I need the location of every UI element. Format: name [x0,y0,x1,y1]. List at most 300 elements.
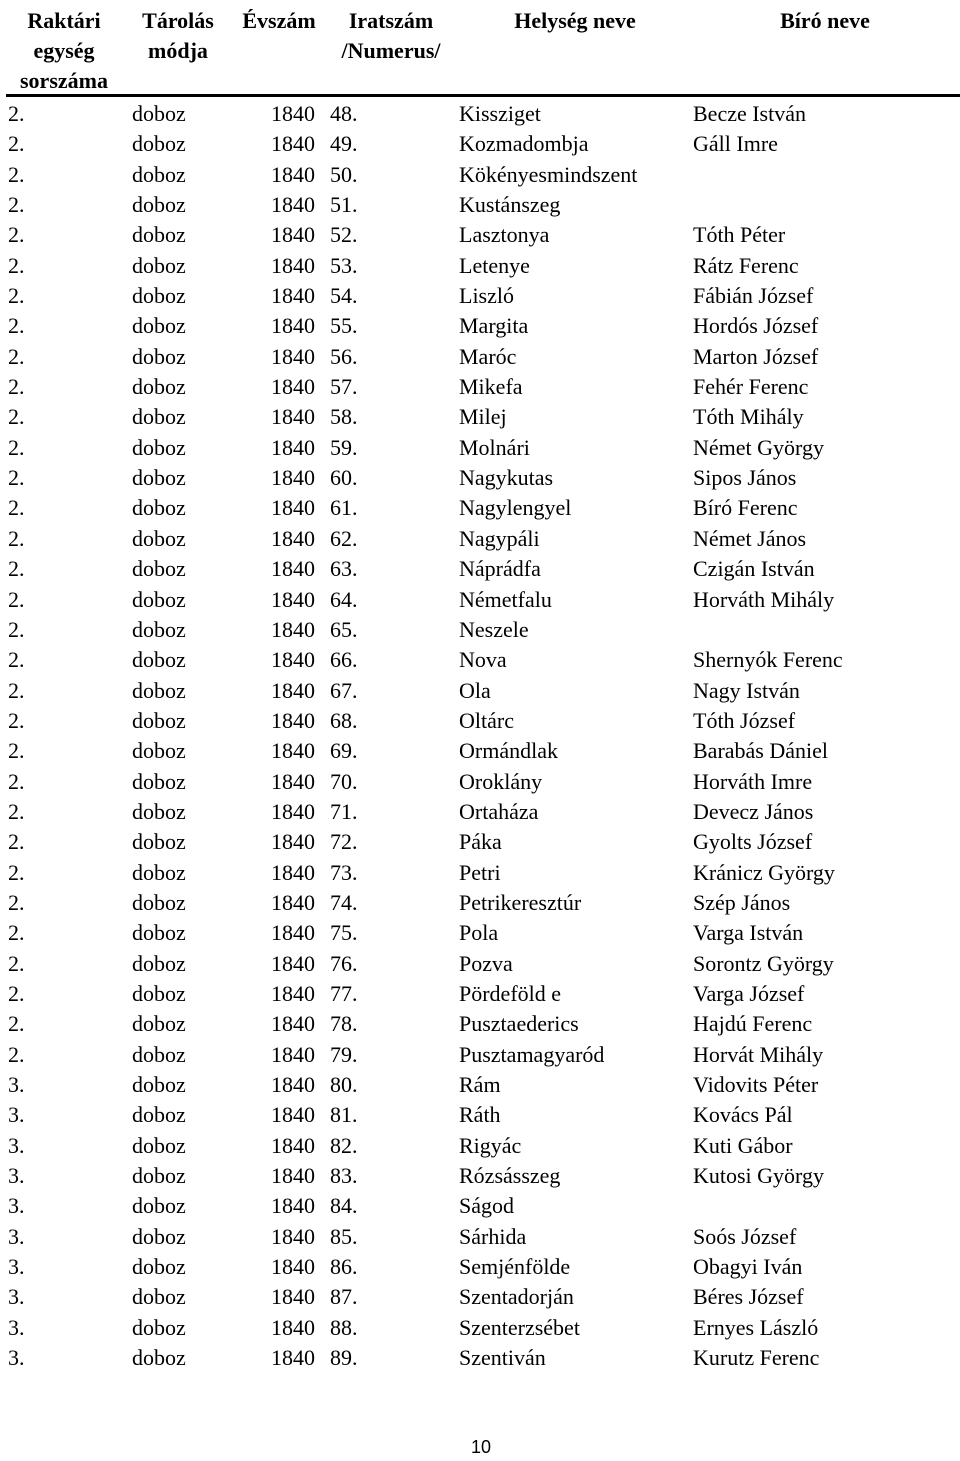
table-row [0,1222,960,1252]
cell-document-number: 60. [330,465,358,491]
cell-document-number: 66. [330,647,358,673]
table-row [0,433,960,463]
cell-storage-method: doboz [132,677,186,703]
header-judge-name-line: Bíró neve [780,8,870,33]
table-row [0,615,960,645]
cell-judge-name: Nagy István [693,677,800,703]
table-row [0,888,960,918]
table-row [0,1161,960,1191]
cell-document-number: 62. [330,525,358,551]
table-row [0,251,960,281]
cell-judge-name: Szép János [693,889,791,915]
cell-settlement-name: Maróc [459,343,517,369]
cell-storage-method: doboz [132,1345,186,1371]
cell-storage-method: doboz [132,1163,186,1189]
cell-year: 1840 [271,677,315,703]
cell-year: 1840 [271,768,315,794]
cell-document-number: 54. [330,283,358,309]
cell-storage-method: doboz [132,950,186,976]
cell-year: 1840 [271,222,315,248]
header-year [234,6,324,36]
table-body [0,99,960,1373]
cell-settlement-name: Németfalu [459,586,552,612]
table-row [0,311,960,341]
cell-document-number: 69. [330,738,358,764]
cell-unit-number: 2. [8,1011,25,1037]
cell-year: 1840 [271,161,315,187]
cell-settlement-name: Pola [459,920,499,946]
cell-year: 1840 [271,950,315,976]
cell-storage-method: doboz [132,647,186,673]
cell-settlement-name: Pusztaederics [459,1011,579,1037]
cell-storage-method: doboz [132,465,186,491]
cell-document-number: 81. [330,1102,358,1128]
cell-document-number: 50. [330,161,358,187]
cell-document-number: 59. [330,434,358,460]
cell-settlement-name: Margita [459,313,529,339]
cell-document-number: 79. [330,1041,358,1067]
cell-unit-number: 2. [8,434,25,460]
cell-judge-name: Német János [693,525,807,551]
cell-year: 1840 [271,1041,315,1067]
cell-unit-number: 2. [8,1041,25,1067]
cell-settlement-name: Lasztonya [459,222,550,248]
cell-storage-method: doboz [132,404,186,430]
cell-settlement-name: Nagylengyel [459,495,572,521]
cell-judge-name: Gyolts József [693,829,813,855]
cell-document-number: 82. [330,1132,358,1158]
cell-document-number: 56. [330,343,358,369]
cell-judge-name: Marton József [693,343,819,369]
table-row [0,1282,960,1312]
cell-unit-number: 3. [8,1132,25,1158]
table-row [0,463,960,493]
cell-year: 1840 [271,859,315,885]
cell-settlement-name: Petri [459,859,501,885]
cell-settlement-name: Kissziget [459,101,541,126]
cell-unit-number: 3. [8,1254,25,1280]
cell-year: 1840 [271,343,315,369]
table-row [0,190,960,220]
cell-year: 1840 [271,980,315,1006]
header-storage-unit-number [8,6,120,96]
cell-settlement-name: Szenterzsébet [459,1314,580,1340]
cell-unit-number: 3. [8,1314,25,1340]
cell-unit-number: 2. [8,829,25,855]
cell-judge-name: Bíró Ferenc [693,495,798,521]
cell-storage-method: doboz [132,1314,186,1340]
cell-settlement-name: Rózsásszeg [459,1163,561,1189]
cell-unit-number: 3. [8,1163,25,1189]
cell-settlement-name: Semjénfölde [459,1254,571,1280]
cell-judge-name: Ernyes László [693,1314,819,1340]
cell-unit-number: 2. [8,161,25,187]
cell-document-number: 83. [330,1163,358,1189]
cell-year: 1840 [271,404,315,430]
table-row [0,949,960,979]
cell-judge-name: Gáll Imre [693,131,778,157]
cell-storage-method: doboz [132,859,186,885]
table-header [0,0,960,96]
cell-document-number: 51. [330,192,358,218]
table-row [0,1191,960,1221]
cell-year: 1840 [271,101,315,126]
cell-document-number: 65. [330,616,358,642]
cell-document-number: 76. [330,950,358,976]
cell-storage-method: doboz [132,1284,186,1310]
cell-storage-method: doboz [132,374,186,400]
cell-settlement-name: Ortaháza [459,798,539,824]
cell-unit-number: 2. [8,768,25,794]
cell-unit-number: 2. [8,222,25,248]
cell-unit-number: 2. [8,283,25,309]
cell-year: 1840 [271,889,315,915]
cell-storage-method: doboz [132,1223,186,1249]
table-row [0,1070,960,1100]
cell-settlement-name: Milej [459,404,507,430]
cell-document-number: 77. [330,980,358,1006]
cell-judge-name: Devecz János [693,798,814,824]
table-row [0,858,960,888]
cell-storage-method: doboz [132,161,186,187]
table-row [0,918,960,948]
cell-judge-name: Vidovits Péter [693,1072,819,1097]
cell-unit-number: 2. [8,404,25,430]
cell-year: 1840 [271,829,315,855]
cell-settlement-name: Ráth [459,1102,501,1128]
cell-storage-method: doboz [132,980,186,1006]
cell-settlement-name: Ola [459,677,491,703]
cell-unit-number: 3. [8,1345,25,1371]
cell-unit-number: 3. [8,1284,25,1310]
cell-judge-name: Soós József [693,1223,797,1249]
table-row [0,99,960,129]
cell-storage-method: doboz [132,798,186,824]
cell-storage-method: doboz [132,434,186,460]
cell-judge-name: Német György [693,434,824,460]
cell-settlement-name: Szentiván [459,1345,546,1371]
table-row [0,220,960,250]
cell-year: 1840 [271,434,315,460]
cell-judge-name: Rátz Ferenc [693,252,799,278]
cell-settlement-name: Páka [459,829,502,855]
cell-settlement-name: Sárhida [459,1223,527,1249]
cell-storage-method: doboz [132,1041,186,1067]
cell-storage-method: doboz [132,586,186,612]
header-document-number-line: Iratszám [348,8,434,33]
cell-unit-number: 2. [8,707,25,733]
cell-document-number: 70. [330,768,358,794]
table-row [0,342,960,372]
cell-settlement-name: Neszele [459,616,529,642]
cell-storage-method: doboz [132,252,186,278]
cell-storage-method: doboz [132,222,186,248]
cell-year: 1840 [271,586,315,612]
cell-judge-name: Kránicz György [693,859,835,885]
cell-judge-name: Barabás Dániel [693,738,828,764]
cell-document-number: 64. [330,586,358,612]
cell-year: 1840 [271,920,315,946]
cell-year: 1840 [271,465,315,491]
cell-document-number: 55. [330,313,358,339]
cell-unit-number: 2. [8,738,25,764]
cell-unit-number: 2. [8,920,25,946]
cell-document-number: 80. [330,1072,358,1097]
cell-year: 1840 [271,131,315,157]
table-row [0,1313,960,1343]
cell-year: 1840 [271,1223,315,1249]
table-row [0,736,960,766]
header-storage-unit-number-line: Raktári [27,8,101,33]
cell-unit-number: 3. [8,1223,25,1249]
cell-unit-number: 2. [8,950,25,976]
cell-year: 1840 [271,1314,315,1340]
cell-year: 1840 [271,556,315,582]
cell-storage-method: doboz [132,616,186,642]
cell-settlement-name: Nagykutas [459,465,554,491]
cell-settlement-name: Oltárc [459,707,514,733]
cell-settlement-name: Petrikeresztúr [459,889,582,915]
cell-judge-name: Varga József [693,980,805,1006]
cell-unit-number: 3. [8,1102,25,1128]
cell-document-number: 74. [330,889,358,915]
table-row [0,979,960,1009]
cell-year: 1840 [271,1072,315,1097]
cell-storage-method: doboz [132,525,186,551]
cell-storage-method: doboz [132,707,186,733]
cell-unit-number: 2. [8,343,25,369]
cell-storage-method: doboz [132,1072,186,1097]
table-row [0,554,960,584]
cell-year: 1840 [271,798,315,824]
table-row [0,827,960,857]
cell-unit-number: 2. [8,980,25,1006]
cell-settlement-name: Pusztamagyaród [459,1041,605,1067]
cell-storage-method: doboz [132,495,186,521]
cell-unit-number: 2. [8,465,25,491]
header-judge-name [740,6,910,36]
cell-judge-name: Tóth Mihály [693,404,804,430]
cell-document-number: 57. [330,374,358,400]
cell-year: 1840 [271,1102,315,1128]
cell-judge-name: Czigán István [693,556,815,582]
cell-unit-number: 2. [8,889,25,915]
table-row [0,372,960,402]
cell-document-number: 58. [330,404,358,430]
cell-unit-number: 2. [8,859,25,885]
cell-year: 1840 [271,374,315,400]
cell-settlement-name: Nova [459,647,507,673]
cell-settlement-name: Náprádfa [459,556,541,582]
cell-year: 1840 [271,1254,315,1280]
cell-year: 1840 [271,1284,315,1310]
header-storage-unit-number-line: egység [33,38,95,63]
cell-year: 1840 [271,313,315,339]
cell-storage-method: doboz [132,889,186,915]
cell-storage-method: doboz [132,1254,186,1280]
cell-document-number: 89. [330,1345,358,1371]
cell-judge-name: Obagyi Iván [693,1254,803,1280]
cell-storage-method: doboz [132,829,186,855]
cell-settlement-name: Pördeföld e [459,980,562,1006]
cell-judge-name: Varga István [693,920,804,946]
cell-document-number: 61. [330,495,358,521]
cell-unit-number: 3. [8,1072,25,1097]
cell-year: 1840 [271,495,315,521]
cell-year: 1840 [271,1193,315,1219]
header-settlement-name [480,6,670,36]
header-divider [6,94,960,97]
cell-settlement-name: Pozva [459,950,513,976]
header-storage-method-line: Tárolás [142,8,214,33]
cell-settlement-name: Ormándlak [459,738,558,764]
cell-year: 1840 [271,192,315,218]
cell-year: 1840 [271,1011,315,1037]
cell-judge-name: Sorontz György [693,950,834,976]
header-document-number-line: /Numerus/ [341,38,441,63]
cell-judge-name: Sipos János [693,465,797,491]
cell-year: 1840 [271,525,315,551]
cell-year: 1840 [271,647,315,673]
cell-settlement-name: Nagypáli [459,525,540,551]
cell-settlement-name: Oroklány [459,768,543,794]
cell-document-number: 84. [330,1193,358,1219]
cell-unit-number: 3. [8,1193,25,1219]
cell-document-number: 75. [330,920,358,946]
cell-storage-method: doboz [132,313,186,339]
cell-judge-name: Kuti Gábor [693,1132,793,1158]
cell-document-number: 88. [330,1314,358,1340]
table-row [0,493,960,523]
cell-settlement-name: Kustánszeg [459,192,561,218]
cell-settlement-name: Kozmadombja [459,131,589,157]
cell-unit-number: 2. [8,525,25,551]
cell-judge-name: Hordós József [693,313,819,339]
table-row [0,585,960,615]
cell-settlement-name: Liszló [459,283,514,309]
cell-storage-method: doboz [132,1102,186,1128]
cell-unit-number: 2. [8,313,25,339]
page-number: 10 [470,1437,492,1457]
cell-settlement-name: Letenye [459,252,530,278]
cell-storage-method: doboz [132,1132,186,1158]
table-row [0,797,960,827]
header-storage-method-line: módja [148,38,208,63]
cell-storage-method: doboz [132,101,186,126]
table-row [0,160,960,190]
table-row [0,1040,960,1070]
cell-settlement-name: Mikefa [459,374,523,400]
cell-year: 1840 [271,1163,315,1189]
cell-document-number: 87. [330,1284,358,1310]
cell-storage-method: doboz [132,192,186,218]
cell-year: 1840 [271,252,315,278]
table-row [0,129,960,159]
cell-document-number: 78. [330,1011,358,1037]
cell-storage-method: doboz [132,1011,186,1037]
cell-unit-number: 2. [8,556,25,582]
cell-storage-method: doboz [132,556,186,582]
cell-settlement-name: Ságod [459,1193,514,1219]
cell-judge-name: Horvát Mihály [693,1041,824,1067]
cell-unit-number: 2. [8,798,25,824]
cell-document-number: 86. [330,1254,358,1280]
cell-storage-method: doboz [132,738,186,764]
cell-unit-number: 2. [8,495,25,521]
header-document-number [330,6,452,66]
cell-document-number: 67. [330,677,358,703]
cell-settlement-name: Rám [459,1072,501,1097]
cell-year: 1840 [271,283,315,309]
cell-judge-name: Tóth Péter [693,222,786,248]
cell-settlement-name: Molnári [459,434,530,460]
table-row [0,524,960,554]
cell-unit-number: 2. [8,101,25,126]
table-row [0,402,960,432]
cell-judge-name: Kurutz Ferenc [693,1345,820,1371]
cell-judge-name: Becze István [693,101,806,126]
cell-judge-name: Shernyók Ferenc [693,647,843,673]
cell-judge-name: Kutosi György [693,1163,824,1189]
cell-year: 1840 [271,1132,315,1158]
cell-year: 1840 [271,616,315,642]
cell-document-number: 73. [330,859,358,885]
cell-document-number: 49. [330,131,358,157]
cell-document-number: 48. [330,101,358,126]
table-row [0,1343,960,1373]
cell-storage-method: doboz [132,131,186,157]
cell-document-number: 53. [330,252,358,278]
cell-judge-name: Horváth Mihály [693,586,835,612]
cell-unit-number: 2. [8,586,25,612]
cell-document-number: 85. [330,1223,358,1249]
cell-storage-method: doboz [132,1193,186,1219]
cell-document-number: 72. [330,829,358,855]
cell-unit-number: 2. [8,374,25,400]
cell-year: 1840 [271,1345,315,1371]
cell-judge-name: Hajdú Ferenc [693,1011,813,1037]
table-row [0,676,960,706]
table-row [0,1131,960,1161]
cell-unit-number: 2. [8,192,25,218]
cell-judge-name: Fehér Ferenc [693,374,809,400]
table-row [0,1009,960,1039]
cell-storage-method: doboz [132,343,186,369]
cell-judge-name: Béres József [693,1284,804,1310]
cell-settlement-name: Rigyác [459,1132,522,1158]
cell-unit-number: 2. [8,616,25,642]
table-row [0,1100,960,1130]
cell-settlement-name: Szentadorján [459,1284,574,1310]
cell-year: 1840 [271,707,315,733]
cell-judge-name: Tóth József [693,707,796,733]
table-row [0,1252,960,1282]
table-row [0,767,960,797]
cell-judge-name: Fábián József [693,283,814,309]
cell-storage-method: doboz [132,283,186,309]
cell-unit-number: 2. [8,131,25,157]
cell-settlement-name: Kökényesmindszent [459,161,638,187]
header-year-line: Évszám [242,8,316,33]
cell-document-number: 63. [330,556,358,582]
cell-storage-method: doboz [132,768,186,794]
cell-judge-name: Horváth Imre [693,768,813,794]
cell-unit-number: 2. [8,677,25,703]
cell-storage-method: doboz [132,920,186,946]
table-row [0,706,960,736]
table-row [0,645,960,675]
cell-unit-number: 2. [8,252,25,278]
